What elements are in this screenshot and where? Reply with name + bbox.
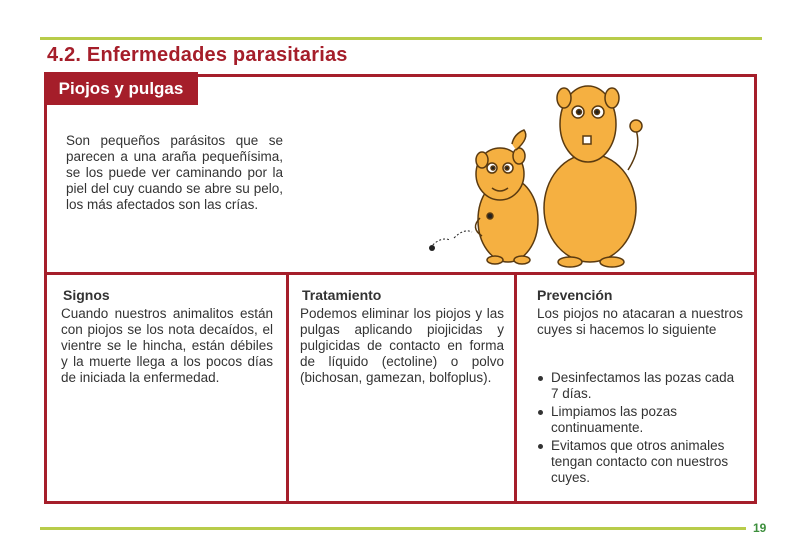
prevencion-bullet-list: [537, 370, 743, 488]
guinea-pig-scratching-illustration: [475, 130, 538, 264]
page-number: 19: [753, 521, 767, 535]
section-tag: Piojos y pulgas: [44, 72, 198, 105]
page-title: 4.2. Enfermedades parasitarias: [47, 44, 348, 66]
bullet-icon: [538, 444, 543, 449]
column-divider: [286, 275, 289, 501]
prevencion-title: Prevención: [537, 287, 613, 303]
list-item: Evitamos que otros animales tengan contacto con nuestros cuyes.: [537, 438, 743, 486]
bullet-icon: [538, 376, 543, 381]
signos-text: Cuando nuestros animalitos están con piojos se los nota decaídos, el vientre se le hincha, están débiles y la muerte llega a los pocos días de iniciada la enfermedad.: [61, 306, 273, 385]
tratamiento-title: Tratamiento: [302, 287, 382, 303]
intro-text: Son pequeños parásitos que se parecen a una araña pequeñísima, se los puede ver caminando por la piel del cuy cuando se abre su pelo, los más afectados son las crías.: [66, 133, 283, 212]
bottom-rule: [40, 527, 746, 530]
tratamiento-text: Podemos eliminar los piojos y las pulgas aplicando piojicidas y pulgicidas de contacto en forma de líquido (ectoline) o polvo (bichosan, gamezan, bolfoplus).: [300, 306, 504, 385]
column-divider: [514, 275, 517, 501]
guinea-pig-waving-illustration: [544, 86, 642, 267]
top-rule: [40, 37, 762, 40]
list-item: Desinfectamos las pozas cada 7 días.: [537, 370, 743, 402]
horizontal-divider: [47, 272, 754, 275]
guinea-pigs-illustration: [420, 78, 660, 270]
signos-title: Signos: [63, 287, 110, 303]
prevencion-text: Los piojos no atacaran a nuestros cuyes si hacemos lo siguiente: [537, 306, 743, 337]
flea-icon: [429, 231, 472, 251]
list-item: Limpiamos las pozas continuamente.: [537, 404, 743, 436]
bullet-icon: [538, 410, 543, 415]
